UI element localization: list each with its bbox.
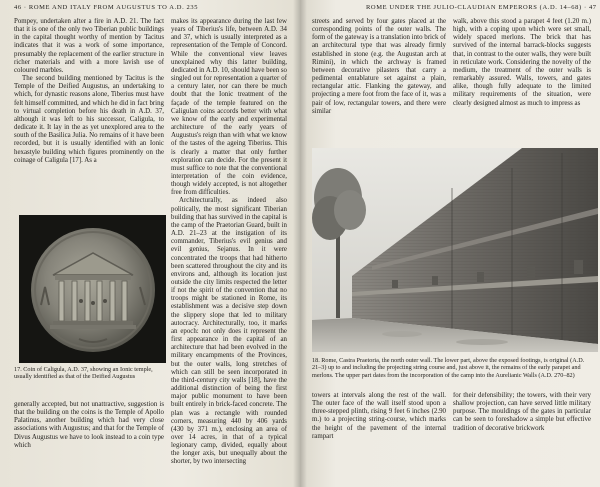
left-figure-caption: 17. Coin of Caligula, A.D. 37, showing an Ionic temple, usually identified as that of the Deified Augustus <box>14 366 153 381</box>
left-column-1-lower: generally accepted, but not unattractive, suggestion is that the building on the coins is the Temple of Apollo Palatinus, another building which had very close associations with Augustus; and that for the Temple of Divus Augustus we have to look instead to a coin type which <box>14 401 164 449</box>
book-gutter <box>293 0 307 487</box>
left-col1-paragraph-2: The second building mentioned by Tacitus is the Temple of the Deified Augustus, an undertaking to which, for dynastic reasons alone, Tiberius must have felt himself committed, and which he did in fact bring to virtual completion before his death in A.D. 37, although it was left to his successor, Caligula, to dedicate it. It lay in the as yet unexplored area to the south of the Basilica Julia. No remains of it have been recorded, but it is usually identified with an Ionic hexastyle building which figures prominently on the coinage of Caligula [17]. As a <box>14 75 164 164</box>
wall-photograph <box>312 148 598 352</box>
left-column-2 <box>171 18 287 484</box>
left-col1-paragraph-1: Pompey, undertaken after a fire in A.D. 21. The fact that it is one of the only two Tiberian public buildings in the capital thought worthy of mention by Tacitus indicates that it was a work of some importance, presumably the replacement of the earlier structure in richer materials and with a more lavish use of coloured marbles. <box>14 18 164 74</box>
coin-figure <box>19 215 166 363</box>
left-col2-paragraph-1: makes its appearance during the last few years of Tiberius's life, between A.D. 34 and 37, which is usually interpreted as a representation of the Temple of Concord. While the conventional view leaves unexplained why this latter building, dedicated in A.D. 10, should have been so singled out for representation a quarter of a century later, nor can there be much doubt that the Ionic treatment of the façade of the temple featured on the Caligulan coins accords better with what we know of the early and experimental architecture of the early years of Augustus's reign than with what we know of the tastes of the ageing Tiberius. This is clearly a matter that only further exploration can decide. For the present it must suffice to note that the conventional interpretation of the coin evidence, though widely accepted, is not altogether free from difficulties. <box>171 18 287 197</box>
left-column-1-upper <box>14 18 164 212</box>
left-running-head: 46 · ROME AND ITALY FROM AUGUSTUS TO A.D. 235 <box>14 4 199 11</box>
right-column-2-upper: walk, above this stood a parapet 4 feet (1.20 m.) high, with a coping upon which were set small, widely spaced merlons. The brick that has survived of the internal barrack-blocks suggests that, in contrast to the outer walls, they were built in reticulate work. Considering the novelty of the medium, the treatment of the outer walls is remarkably assured. Walls, towers, and gates alike, though fully adequate to the limited military requirements of the situation, were clearly designed almost as much to impress as <box>453 18 591 107</box>
caligula-coin-image <box>19 215 166 363</box>
right-column-1-lower: towers at intervals along the rest of the wall. The outer face of the wall itself stood upon a three-stepped plinth, rising 9 feet 6 inches (2.90 m.) to a projecting string-course, which marks the height of the pavement of the internal rampart <box>312 392 446 440</box>
right-running-head: ROME UNDER THE JULIO-CLAUDIAN EMPERORS (A.D. 14–68) · 47 <box>366 4 597 11</box>
castra-praetoria-photo <box>312 148 598 352</box>
right-figure-caption: 18. Rome, Castra Praetoria, the north outer wall. The lower part, above the exposed footings, is original (A.D. 21–3) up to and including the projecting string course and, just above it, the remains of the early parapet and merlons. The upper part dates from the incorporation of the camp into the Aurelianic Walls (A.D. 270–82) <box>312 357 585 379</box>
right-column-2-lower: for their defensibility; the towers, with their very shallow projection, can have served little military purpose. The mouldings of the gates in particular can be seen to foreshadow a simple but effective tradition of decorative brickwork <box>453 392 591 432</box>
left-col2-paragraph-2: Architecturally, as indeed also politically, the most significant Tiberian building that has survived in the capital is the camp of the Praetorian Guard, built in A.D. 21–23 at the instigation of its commander, Tiberius's evil genius and evil genius, Sejanus. In it were concentrated the troops that had hitherto been scattered throughout the city and its environs and, although its location just outside the city limits respected the letter if not the spirit of the convention that no troops might be stationed in Rome, its establishment was a decisive step down the slippery slope that led to military autocracy. Architecturally, too, it marks an epoch: not only does it represent the first appearance in the capital of an architecture that had been evolved in the military encampments of the Provinces, but the outer walls, long stretches of which can still be seen incorporated in the third-century city walls [18], have the additional distinction of being the first major public monument to have been built entirely in brick-faced concrete. The plan was a rectangle with rounded corners, measuring 440 by 406 yards (430 by 371 m.), enclosing an area of over 14 acres, in that of a typical legionary camp, divided, equally about the longer axis, but unequally about the shorter, by two intersecting <box>171 197 287 466</box>
right-column-1-upper: streets and served by four gates placed at the corresponding points of the outer walls. The form of the gateway is a translation into brick of an architectural type that was already firmly established in stone (e.g. the Augustan arch at Rimini), in which the archway is framed between decorative pilasters that carry a pedimental entablature set against a plain, rectangular attic. Flanking the gateway, and projecting a mere foot from the face of it, was a pair of low, rectangular towers, and there were similar <box>312 18 446 115</box>
